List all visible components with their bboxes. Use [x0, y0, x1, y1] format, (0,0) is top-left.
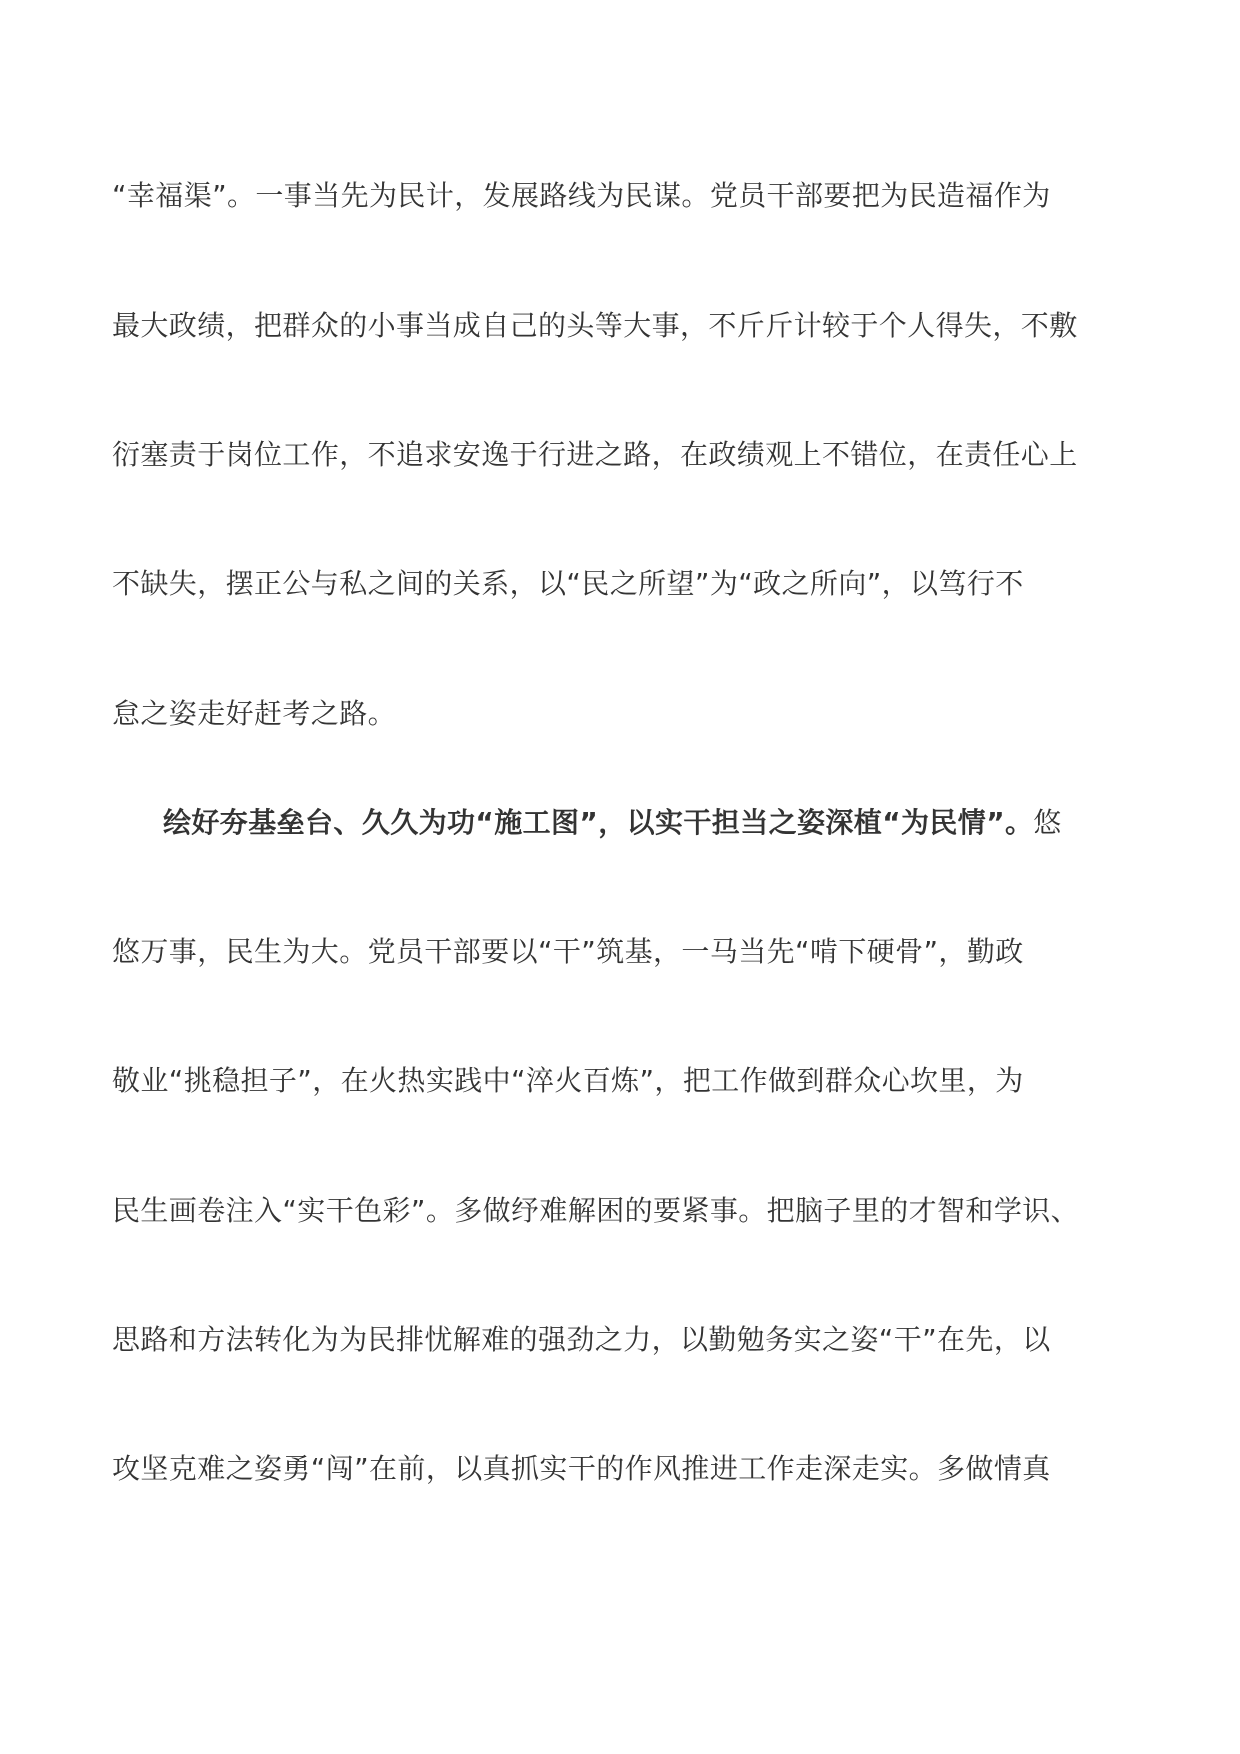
text-line	[112, 435, 1152, 475]
line-text: 悠万事，民生为大。党员干部要以“干”筑基，一马当先“啃下硬骨”，勤政	[112, 935, 1024, 968]
text-line	[112, 1320, 1152, 1360]
text-line	[112, 1449, 1152, 1489]
line-text: 衍塞责于岗位工作，不追求安逸于行进之路，在政绩观上不错位，在责任心上	[112, 438, 1078, 471]
line-text: 思路和方法转化为为民排忧解难的强劲之力，以勤勉务实之姿“干”在先，以	[112, 1323, 1051, 1356]
line-text: 民生画卷注入“实干色彩”。多做纾难解困的要紧事。把脑子里的才智和学识、	[112, 1194, 1080, 1227]
text-line	[112, 1061, 1152, 1101]
line-text: 悠	[1033, 806, 1062, 839]
text-line	[112, 564, 1152, 604]
text-line	[112, 1191, 1152, 1231]
paragraph-heading-line	[163, 803, 1203, 843]
paragraph-heading: 绘好夯基垒台、久久为功“施工图”，以实干担当之姿深植“为民情”。	[163, 806, 1034, 839]
line-text: 不缺失，摆正公与私之间的关系，以“民之所望”为“政之所向”，以笃行不	[112, 567, 1024, 600]
text-line	[112, 306, 1152, 346]
line-text: 敬业“挑稳担子”，在火热实践中“淬火百炼”，把工作做到群众心坎里，为	[112, 1064, 1024, 1097]
line-text: 最大政绩，把群众的小事当成自己的头等大事，不斤斤计较于个人得失，不敷	[112, 309, 1078, 342]
line-text: “幸福渠”。一事当先为民计，发展路线为民谋。党员干部要把为民造福作为	[112, 179, 1051, 212]
text-line	[112, 694, 1152, 734]
text-line	[112, 932, 1152, 972]
line-text: 怠之姿走好赶考之路。	[112, 697, 397, 730]
text-line	[112, 176, 1152, 216]
line-text: 攻坚克难之姿勇“闯”在前，以真抓实干的作风推进工作走深走实。多做情真	[112, 1452, 1051, 1485]
